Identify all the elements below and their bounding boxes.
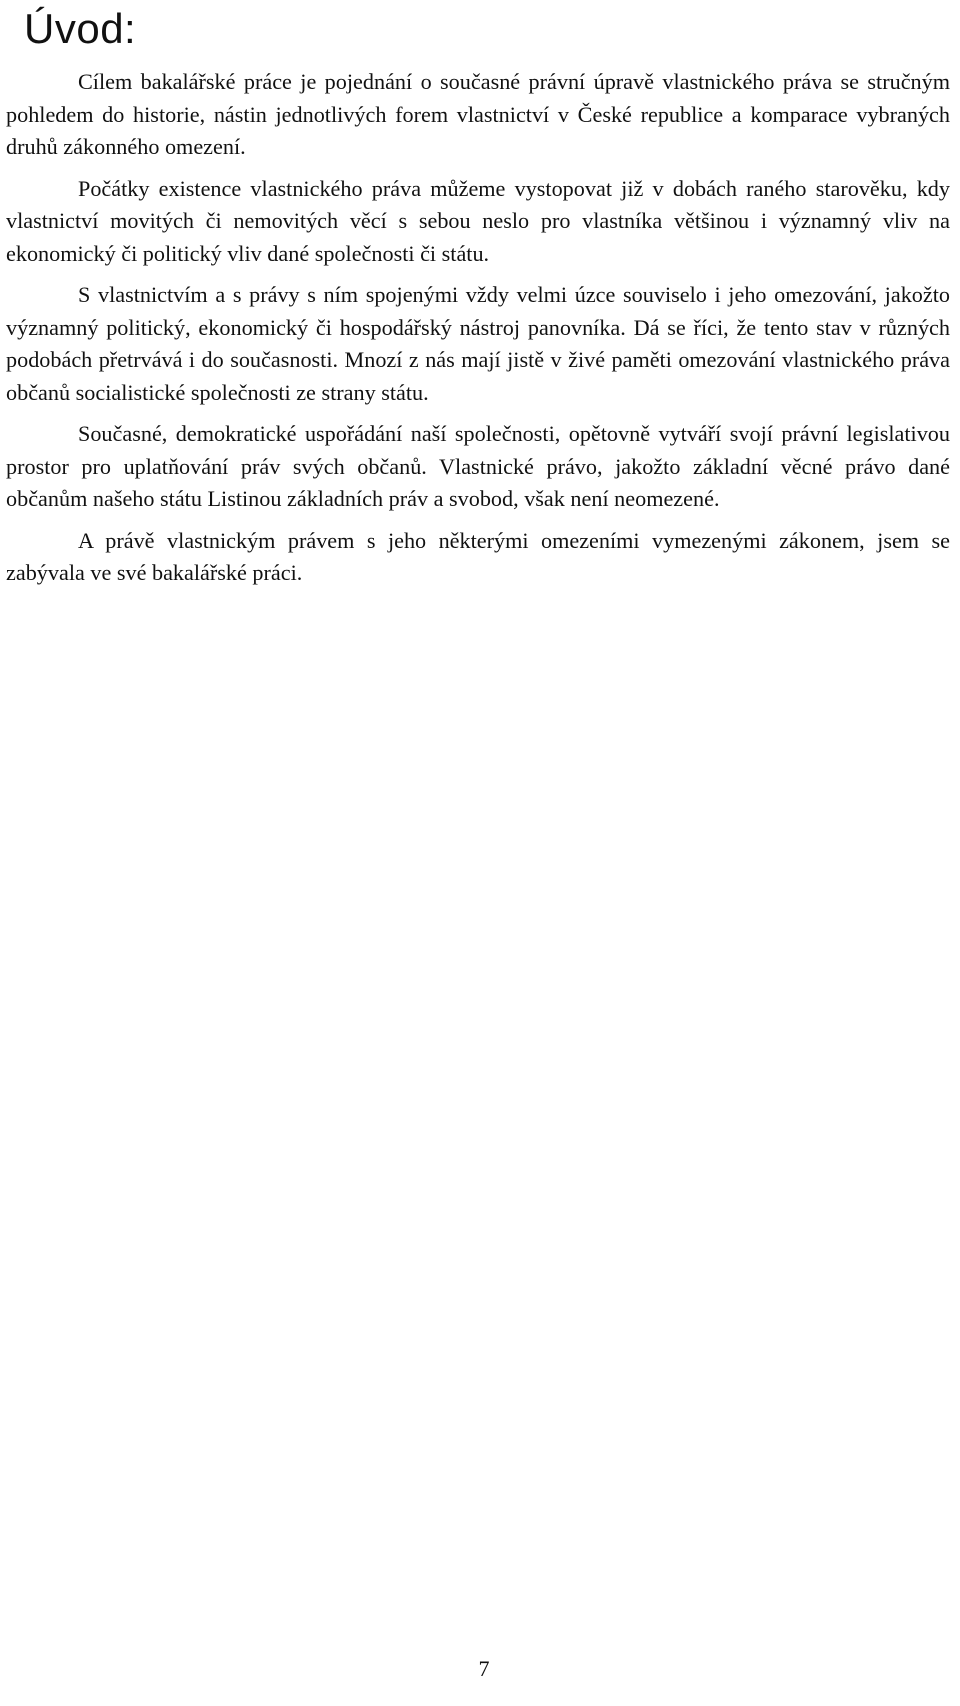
section-heading: Úvod: <box>24 5 137 52</box>
paragraph-aim: Cílem bakalářské práce je pojednání o současné právní úpravě vlastnického práva se stručným pohledem do historie, nástin jednotlivých forem vlastnictví v České republice a komparace vybraných druhů zákonného omezení. <box>6 69 950 159</box>
page-number: 7 <box>478 1656 490 1681</box>
paragraph-conclusion: A právě vlastnickým právem s jeho některými omezeními vymezenými zákonem, jsem se zabývala ve své bakalářské práci. <box>6 527 950 585</box>
paragraph-present: Současné, demokratické uspořádání naší společnosti, opětovně vytváří svojí právní legislativou prostor pro uplatňování práv svých občanů. Vlastnické právo, jakožto základní věcné právo dané občanům našeho státu Listinou základních práv a svobod, však není neomezené. <box>6 421 950 511</box>
paragraph-restrictions: S vlastnictvím a s právy s ním spojenými vždy velmi úzce souviselo i jeho omezování, jakožto významný politický, ekonomický či hospodářský nástroj panovníka. Dá se říci, že tento stav v různých podobách přetrvává i do současnosti. Mnozí z nás mají jistě v živé paměti omezování vlastnického práva občanů socialistické společnosti ze strany státu. <box>6 282 950 405</box>
body-text <box>6 66 950 599</box>
paragraph-origins: Počátky existence vlastnického práva můžeme vystopovat již v dobách raného starověku, kdy vlastnictví movitých či nemovitých věcí s sebou neslo pro vlastníka většinou i významný vliv na ekonomický či politický vliv dané společnosti či státu. <box>6 175 950 266</box>
